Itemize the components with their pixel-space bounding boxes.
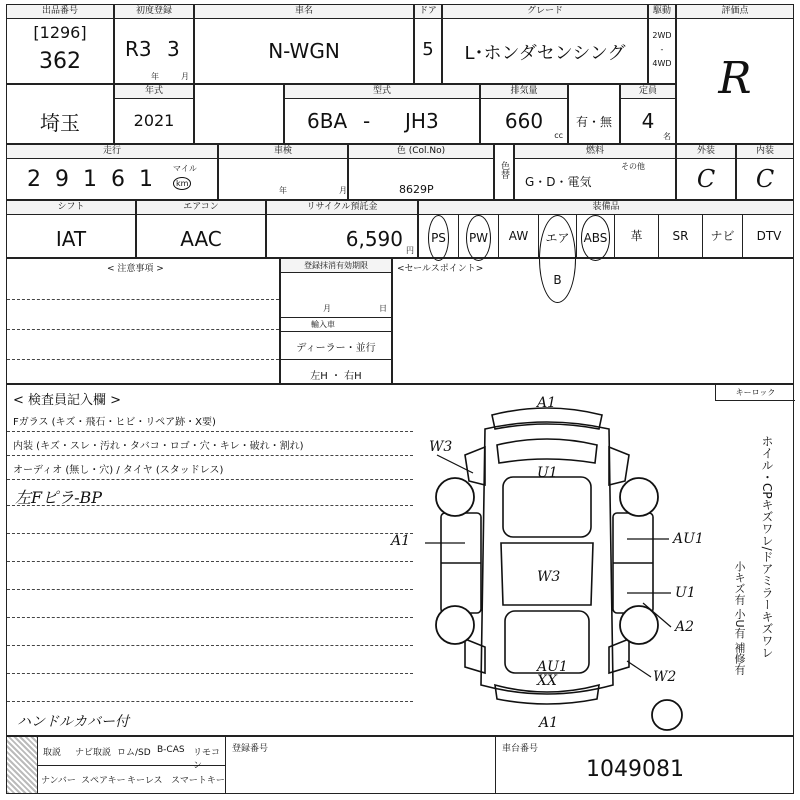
model-cell: 型式 6BA - JH3	[284, 84, 480, 144]
glass-line: Fガラス (キズ・飛石・ヒビ・リペア跡・X要)	[13, 417, 216, 428]
chassis-label: 車台番号	[502, 744, 539, 754]
auction-sheet	[6, 4, 794, 794]
equip-leather: 革	[615, 215, 659, 257]
reg-month: 3	[167, 37, 180, 61]
inspection-cell: 車検 年 月	[218, 144, 348, 200]
grade-cell: グレード L･ホンダセンシング	[442, 4, 648, 84]
doors-cell: ドア 5	[414, 4, 442, 84]
recycle-cell: 有・無	[568, 84, 620, 144]
recycle-fee: 6,590	[345, 227, 403, 251]
mark-w3-roof: W3	[537, 569, 561, 585]
item-remote: リモコン	[193, 748, 221, 771]
mark-rear-a1: A1	[539, 715, 559, 731]
equip-airbag: エアB	[539, 215, 577, 257]
mark-au1-right: AU1	[673, 531, 704, 547]
recycle-fee-cell: リサイクル預託金 6,590 円	[266, 200, 418, 258]
equipment-cell: 装備品 PS PW AW エアB ABS 革 SR ナビ DTV	[418, 200, 794, 258]
drive-cell: 駆動 2WD - 4WD	[648, 4, 676, 84]
model-prefix: 6BA	[307, 109, 348, 133]
mileage: 29161	[27, 167, 167, 192]
first-reg-label: 初度登録	[115, 5, 193, 19]
car-damage-diagram	[377, 385, 707, 737]
lot-number: 362	[39, 49, 81, 74]
caution-box: < 注意事項 >	[6, 258, 280, 384]
exterior-grade: C	[696, 165, 716, 193]
equip-navi: ナビ	[703, 215, 743, 257]
model-code: JH3	[405, 109, 439, 133]
score-cell	[676, 4, 794, 144]
misc-cell	[194, 84, 284, 144]
mark-a2-right: A2	[675, 619, 695, 635]
item-navi-manual: ナビ取説	[75, 748, 112, 758]
shift-cell: シフト IAT	[6, 200, 136, 258]
score-label: 評価点	[677, 5, 793, 19]
km-unit: km	[173, 177, 191, 190]
equip-dtv: DTV	[756, 229, 782, 243]
lot-label: 出品番号	[7, 5, 113, 19]
equip-abs: ABS	[577, 215, 615, 257]
ac-cell: エアコン AAC	[136, 200, 266, 258]
interior-line: 内装 (キズ・スレ・汚れ・タバコ・ロゴ・穴・キレ・破れ・割れ)	[13, 441, 304, 452]
mark-w2-rear: W2	[653, 669, 677, 685]
equip-sunroof: SR	[659, 215, 703, 257]
fuel-options: G・D・電気	[525, 175, 592, 189]
footer	[6, 736, 794, 794]
exterior-cell: 外装 C	[676, 144, 736, 200]
region: 埼玉	[40, 111, 80, 135]
interior-cell: 内装 C	[736, 144, 794, 200]
dealer-parallel: ディーラー・並行	[296, 343, 376, 354]
mark-u1-right: U1	[675, 585, 696, 601]
color-cell: 色 (Col.No) 8629P	[348, 144, 494, 200]
interior-grade: C	[755, 165, 775, 193]
mileage-cell: 走行 29161 マイル km	[6, 144, 218, 200]
color-number: 8629P	[399, 183, 434, 196]
chassis-number: 1049081	[586, 757, 684, 782]
keylock-side-text: ホイル・CPキズワレ/ドアミラーキズワレ	[760, 435, 774, 659]
handle-side: 左H ・ 右H	[310, 371, 362, 382]
item-spare-key: スペアキー	[81, 776, 126, 786]
inspector-note-2: ハンドルカバー付	[17, 714, 129, 730]
lot-number-cell	[6, 4, 114, 84]
doors: 5	[422, 39, 434, 60]
score: R	[718, 53, 752, 104]
validity-box: 登録抹消有効期限 月 日 輸入車 ディーラー・並行 左H ・ 右H	[280, 258, 392, 384]
inspector-note-1: 左Fピラ-BP	[15, 488, 103, 507]
equip-aw: AW	[499, 215, 539, 257]
ac: AAC	[180, 227, 222, 251]
mark-au1-trunk: AU1	[537, 659, 568, 675]
keylock-side-text-2: 小キズ有 小U有 補修有	[733, 561, 746, 676]
item-smart-key: スマートキー	[171, 776, 225, 786]
model-year: 2021	[133, 111, 175, 130]
item-rom-sd: ロム/SD	[117, 748, 151, 758]
inspector-box	[6, 384, 794, 736]
region-cell	[6, 84, 114, 144]
item-manual: 取説	[43, 748, 62, 758]
car-name-cell	[194, 4, 414, 84]
item-number: ナンバー	[41, 776, 76, 786]
grade: L･ホンダセンシング	[464, 43, 626, 64]
lot-code: [1296]	[33, 23, 87, 42]
displacement-cell: 排気量 660 cc	[480, 84, 568, 144]
mark-u1-hood: U1	[537, 465, 558, 481]
mark-a1-left: A1	[391, 533, 411, 549]
capacity: 4	[641, 109, 655, 133]
reg-no-label: 登録番号	[232, 744, 269, 754]
era-year: R3	[125, 37, 152, 61]
equip-ps: PS	[419, 215, 459, 257]
mark-w3-left: W3	[429, 439, 453, 455]
equip-pw: PW	[459, 215, 499, 257]
year-cell: 年式 2021	[114, 84, 194, 144]
item-keyless: キーレス	[127, 776, 163, 786]
inspector-title: < 検査員記入欄 >	[13, 393, 122, 408]
audio-tire-line: オーディオ (無し・穴) / タイヤ (スタッドレス)	[13, 465, 224, 476]
sales-point-box: <セールスポイント>	[392, 258, 794, 384]
displacement: 660	[504, 109, 544, 133]
fuel-cell: 燃料 G・D・電気 その他	[514, 144, 676, 200]
keylock-label: キーロック	[715, 385, 795, 401]
color-change-cell: 色替	[494, 144, 514, 200]
item-bcas: B-CAS	[157, 745, 185, 755]
shift: IAT	[55, 227, 87, 251]
first-registration-cell: 初度登録 R3 3 年 月	[114, 4, 194, 84]
car-name-label: 車名	[195, 5, 413, 19]
capacity-cell: 定員 4 名	[620, 84, 676, 144]
mark-xx-trunk: XX	[537, 673, 557, 689]
car-name: N-WGN	[268, 39, 340, 63]
mark-front-a1: A1	[537, 395, 557, 411]
